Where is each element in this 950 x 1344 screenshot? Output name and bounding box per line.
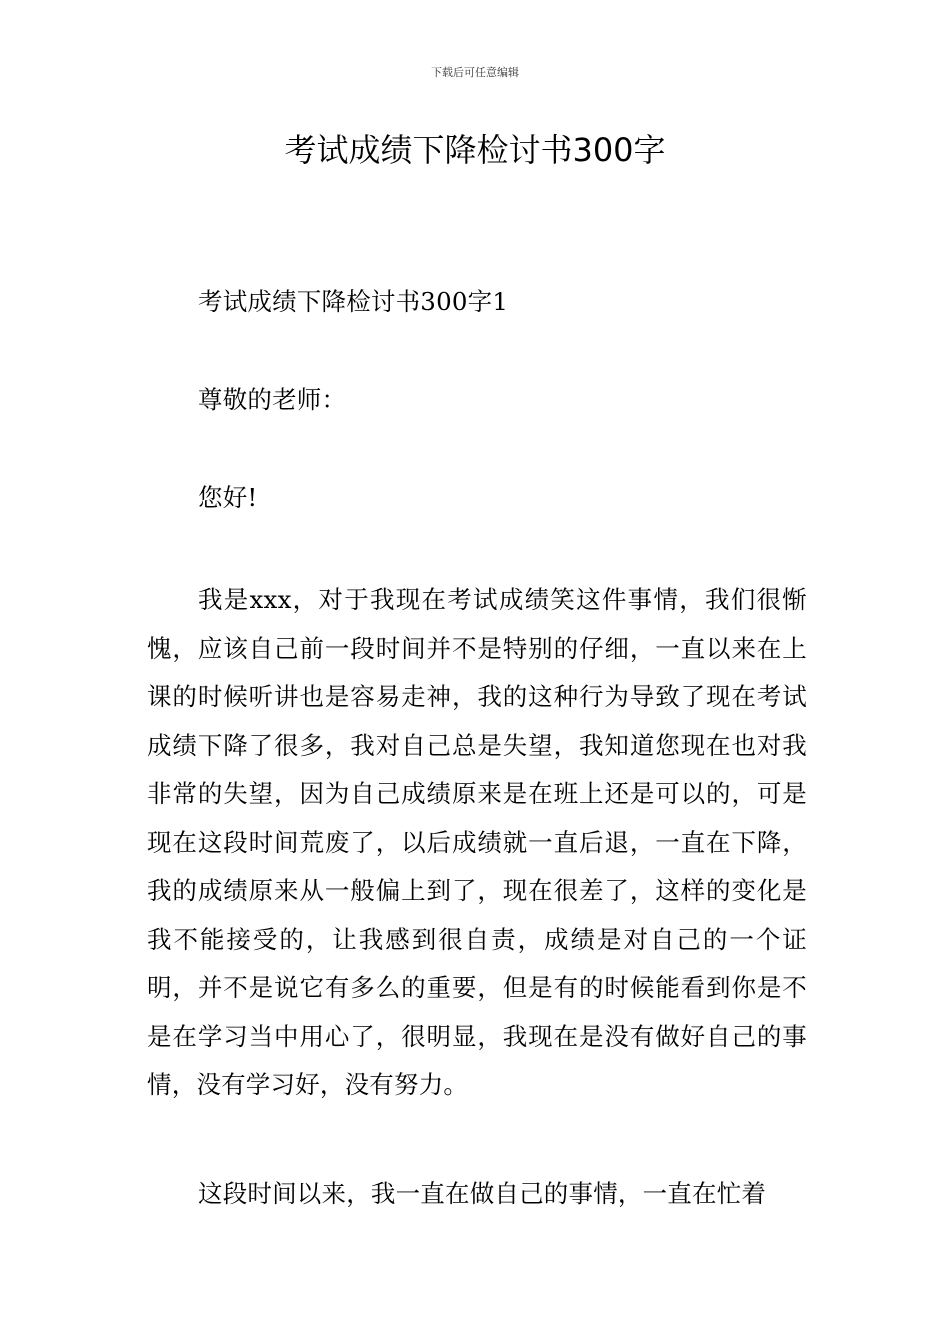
section-heading: 考试成绩下降检讨书300字1 [198,287,509,316]
salutation: 尊敬的老师： [198,385,347,414]
header-note: 下载后可任意编辑 [431,66,519,79]
body-paragraph: 这段时间以来，我一直在做自己的事情，一直在忙着 [198,1179,767,1208]
greeting: 您好! [198,483,258,512]
document-title: 考试成绩下降检讨书300字 [284,131,666,169]
body-paragraph: 我是xxx，对于我现在考试成绩笑这件事情，我们很惭愧，应该自己前一段时间并不是特别的仔细，一直以来在上课的时候听讲也是容易走神，我的这种行为导致了现在考试成绩下降了很多，我对自己总是失望，我知道您现在也对我非常的失望，因为自己成绩原来是在班上还是可以的，可是现在这段时间荒废了，以后成绩就一直后退，一直在下降，我的成绩原来从一般偏上到了，现在很差了，这样的变化是我不能接受的，让我感到很自责，成绩是对自己的一个证明，并不是说它有多么的重要，但是有的时候能看到你是不是在学习当中用心了，很明显，我现在是没有做好自己的事情，没有学习好，没有努力。 [147,585,807,1099]
